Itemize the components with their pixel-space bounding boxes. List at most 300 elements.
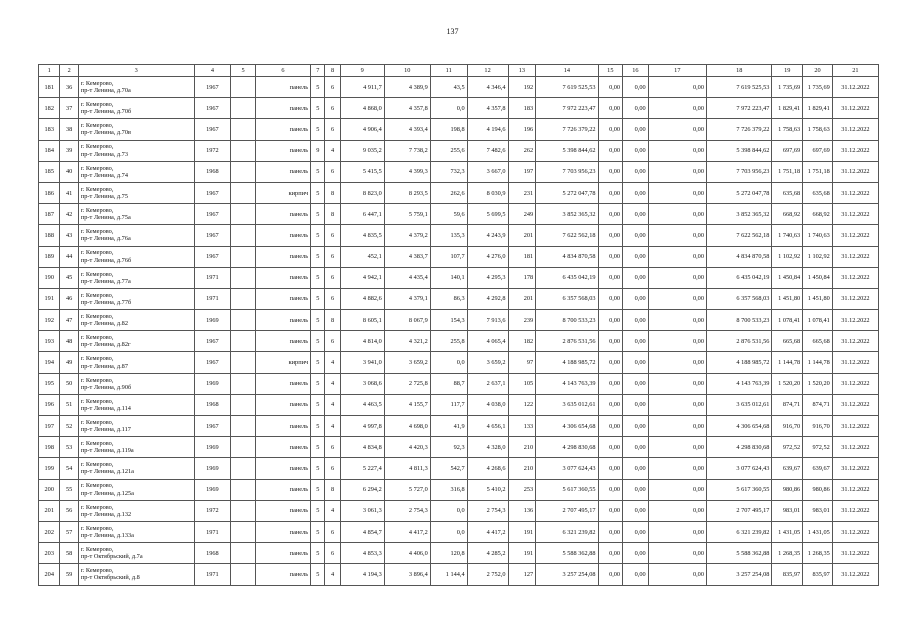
table-cell: панель [255,310,310,331]
table-cell: г. Кемерово, пр-т Ленина, д.70а [78,77,194,98]
table-cell: 3 635 012,61 [536,394,598,415]
table-row [39,310,879,331]
table-cell: 0,00 [598,246,623,267]
table-cell: г. Кемерово, пр-т Ленина, д.70в [78,119,194,140]
table-cell: 4 906,4 [340,119,384,140]
table-cell: 3 667,0 [467,161,508,182]
table-cell: 5 [311,225,325,246]
table-cell: 0,00 [623,373,649,394]
table-cell: 5 398 844,62 [536,140,598,161]
table-cell: 4 417,2 [467,521,508,542]
table-cell: 43,5 [430,77,467,98]
table-cell: 5 727,0 [384,479,430,500]
table-cell: г. Кемерово, пр-т Октябрьский, д.8 [78,564,194,585]
table-cell: 185 [39,161,60,182]
table-cell [231,564,256,585]
table-cell: 5 [311,288,325,309]
table-cell: 0,00 [648,267,706,288]
table-cell: 5 [311,373,325,394]
table-cell: г. Кемерово, пр-т Ленина, д.82 [78,310,194,331]
table-cell: 0,00 [648,479,706,500]
table-cell [231,246,256,267]
table-cell: 4 417,2 [384,521,430,542]
table-cell: 40 [60,161,78,182]
table-cell: 6 [325,331,340,352]
table-cell: 1972 [194,140,231,161]
table-cell: 0,00 [648,373,706,394]
table-cell: 4 698,0 [384,416,430,437]
table-cell: 31.12.2022 [832,140,878,161]
table-cell: г. Кемерово, пр-т Ленина, д.90б [78,373,194,394]
table-cell: 3 068,6 [340,373,384,394]
table-cell: 3 061,3 [340,500,384,521]
table-cell: 178 [508,267,536,288]
table-row [39,543,879,564]
table-cell: 0,00 [598,98,623,119]
table-cell: 54 [60,458,78,479]
table-cell: 31.12.2022 [832,161,878,182]
table-cell: 105 [508,373,536,394]
table-cell: 31.12.2022 [832,394,878,415]
table-cell: 44 [60,246,78,267]
table-row [39,437,879,458]
table-cell: 193 [39,331,60,352]
table-cell: 1969 [194,479,231,500]
table-cell: 120,8 [430,543,467,564]
table-cell: 201 [508,225,536,246]
table-cell: 4 868,0 [340,98,384,119]
table-cell: 1 078,41 [772,310,803,331]
table-row [39,288,879,309]
table-cell: 6 321 239,82 [706,521,771,542]
table-cell: 2 725,8 [384,373,430,394]
table-cell: 8 605,1 [340,310,384,331]
table-cell: панель [255,500,310,521]
table-cell: 0,00 [623,437,649,458]
table-cell: 6 [325,119,340,140]
table-cell: 4 854,7 [340,521,384,542]
table-cell: 4 328,0 [467,437,508,458]
table-cell: 6 [325,77,340,98]
table-cell: 201 [39,500,60,521]
column-header: 12 [467,65,508,77]
table-cell: 1967 [194,331,231,352]
table-cell: 0,00 [598,161,623,182]
table-cell: 697,69 [772,140,803,161]
table-cell: 1 740,63 [772,225,803,246]
table-cell: 41 [60,182,78,203]
table-cell: 181 [39,77,60,98]
table-cell: 187 [39,204,60,225]
table-cell: г. Кемерово, пр-т Ленина, д.77б [78,288,194,309]
column-header: 11 [430,65,467,77]
table-cell: 7 726 379,22 [536,119,598,140]
column-header: 6 [255,65,310,77]
table-cell: 1967 [194,246,231,267]
table-cell: 874,71 [803,394,833,415]
table-cell: 0,00 [648,225,706,246]
table-cell: 5 [311,437,325,458]
table-cell: 5 272 047,78 [706,182,771,203]
table-cell: 1969 [194,458,231,479]
table-cell: 31.12.2022 [832,564,878,585]
table-cell: г. Кемерово, пр-т Ленина, д.70б [78,98,194,119]
table-cell: 191 [508,543,536,564]
table-cell: 6 [325,267,340,288]
table-cell: 5 [311,161,325,182]
table-cell: г. Кемерово, пр-т Ленина, д.119а [78,437,194,458]
table-cell: 0,00 [623,352,649,373]
table-cell: 1 144,4 [430,564,467,585]
table-cell: 31.12.2022 [832,288,878,309]
table-cell: 197 [39,416,60,437]
table-cell: 46 [60,288,78,309]
table-cell: 6 321 239,82 [536,521,598,542]
table-cell: г. Кемерово, пр-т Ленина, д.114 [78,394,194,415]
table-cell: 0,00 [648,564,706,585]
table-cell: 0,00 [648,331,706,352]
table-cell: 5 227,4 [340,458,384,479]
column-header: 18 [706,65,771,77]
table-cell: панель [255,564,310,585]
table-cell: 0,00 [623,182,649,203]
table-cell: 3 659,2 [384,352,430,373]
table-cell: 0,0 [430,98,467,119]
table-cell: 196 [508,119,536,140]
column-header: 14 [536,65,598,77]
table-cell: 0,00 [648,521,706,542]
table-cell: 0,00 [623,310,649,331]
table-cell: 1967 [194,204,231,225]
table-row [39,98,879,119]
table-cell: 1969 [194,373,231,394]
table-cell: 4 298 830,68 [536,437,598,458]
table-row [39,394,879,415]
table-cell: 316,8 [430,479,467,500]
table-cell [231,204,256,225]
table-cell: 0,00 [623,479,649,500]
table-cell: панель [255,119,310,140]
table-cell: 188 [39,225,60,246]
table-cell [231,310,256,331]
table-cell: панель [255,373,310,394]
table-cell: 1 451,80 [803,288,833,309]
table-cell: 0,00 [598,310,623,331]
table-cell: 31.12.2022 [832,331,878,352]
table-cell: 4 420,3 [384,437,430,458]
table-cell: 1 740,63 [803,225,833,246]
table-cell: 4 285,2 [467,543,508,564]
table-row [39,140,879,161]
table-cell: панель [255,225,310,246]
table-cell: 37 [60,98,78,119]
table-cell: 210 [508,458,536,479]
column-header: 8 [325,65,340,77]
table-row [39,119,879,140]
table-cell: 2 876 531,56 [706,331,771,352]
table-row [39,416,879,437]
table-cell: 5 410,2 [467,479,508,500]
table-cell: г. Кемерово, пр-т Ленина, д.132 [78,500,194,521]
table-cell: 186 [39,182,60,203]
table-cell: 190 [39,267,60,288]
table-cell: 4 [325,416,340,437]
table-cell: 5 [311,310,325,331]
table-cell: 4 321,2 [384,331,430,352]
table-cell: 4 835,5 [340,225,384,246]
table-cell: 1 520,20 [803,373,833,394]
table-cell [231,267,256,288]
table-cell: 50 [60,373,78,394]
table-cell [231,394,256,415]
table-cell: 6 357 568,03 [536,288,598,309]
table-cell: 0,00 [648,310,706,331]
table-cell: 48 [60,331,78,352]
table-cell: 1 268,35 [803,543,833,564]
table-cell: 5 [311,331,325,352]
table-cell: 635,68 [772,182,803,203]
table-cell: 4 882,6 [340,288,384,309]
table-cell: 2 754,3 [384,500,430,521]
table-cell: 1967 [194,98,231,119]
table-cell: 5 [311,564,325,585]
table-cell: 0,00 [598,77,623,98]
table-cell: панель [255,246,310,267]
table-cell: 5 [311,182,325,203]
table-cell: 5 272 047,78 [536,182,598,203]
table-cell: 88,7 [430,373,467,394]
table-cell: 8 [325,479,340,500]
table-cell: панель [255,161,310,182]
table-cell: 1 144,78 [772,352,803,373]
table-cell: 55 [60,479,78,500]
table-cell: 191 [508,521,536,542]
table-cell: 200 [39,479,60,500]
column-header: 7 [311,65,325,77]
table-cell: панель [255,288,310,309]
table-cell: 5 588 362,88 [536,543,598,564]
table-cell: 665,68 [772,331,803,352]
table-cell: 8 067,9 [384,310,430,331]
table-cell: 5 699,5 [467,204,508,225]
table-cell: кирпич [255,182,310,203]
table-cell: 3 077 624,43 [706,458,771,479]
table-cell: 4 399,3 [384,161,430,182]
table-cell: 5 415,5 [340,161,384,182]
table-cell: 4 188 985,72 [706,352,771,373]
table-cell: 36 [60,77,78,98]
table-cell: 31.12.2022 [832,182,878,203]
table-cell: 0,00 [623,288,649,309]
column-header: 20 [803,65,833,77]
table-cell: 4 393,4 [384,119,430,140]
table-cell: 199 [39,458,60,479]
table-cell: 5 588 362,88 [706,543,771,564]
table-cell: 4 306 654,68 [706,416,771,437]
table-cell: 122 [508,394,536,415]
table-cell: 8 [325,182,340,203]
table-cell: 107,7 [430,246,467,267]
table-cell: 2 707 495,17 [706,500,771,521]
table-cell: 3 077 624,43 [536,458,598,479]
table-row [39,458,879,479]
table-cell: 5 [311,204,325,225]
table-cell: 47 [60,310,78,331]
table-cell: 639,67 [772,458,803,479]
table-cell: 639,67 [803,458,833,479]
column-header: 16 [623,65,649,77]
table-cell: 192 [508,77,536,98]
table-cell: 0,00 [648,500,706,521]
table-cell: 7 619 525,53 [706,77,771,98]
table-cell: 31.12.2022 [832,246,878,267]
table-cell: 874,71 [772,394,803,415]
table-cell: 4 [325,394,340,415]
table-cell: 1 758,63 [772,119,803,140]
table-cell: 59 [60,564,78,585]
table-cell: 4 811,3 [384,458,430,479]
table-cell: 4 276,0 [467,246,508,267]
table-cell: 8 030,9 [467,182,508,203]
table-cell: 231 [508,182,536,203]
table-cell: 4 065,4 [467,331,508,352]
table-cell: панель [255,98,310,119]
table-cell: 42 [60,204,78,225]
table-cell: 5 617 360,55 [536,479,598,500]
table-cell: 6 [325,521,340,542]
table-cell: 31.12.2022 [832,543,878,564]
table-cell: 198 [39,437,60,458]
table-cell: 5 [311,77,325,98]
table-cell: 4 295,3 [467,267,508,288]
table-cell: г. Кемерово, пр-т Ленина, д.87 [78,352,194,373]
table-cell: 7 622 562,18 [706,225,771,246]
table-cell: 5 [311,543,325,564]
table-cell: 4 357,8 [467,98,508,119]
table-cell: 202 [39,521,60,542]
table-cell: 31.12.2022 [832,437,878,458]
table-cell: 31.12.2022 [832,267,878,288]
table-cell: 4 [325,373,340,394]
table-cell: 182 [508,331,536,352]
table-cell: 1967 [194,182,231,203]
table-cell: 184 [39,140,60,161]
table-cell: 135,3 [430,225,467,246]
table-cell: 0,00 [623,204,649,225]
table-cell: 0,00 [598,119,623,140]
table-cell: 3 896,4 [384,564,430,585]
table-cell: 8 [325,204,340,225]
table-cell: 1 751,18 [803,161,833,182]
table-cell: 1 268,35 [772,543,803,564]
table-cell: 4 [325,352,340,373]
table-cell: 4 383,7 [384,246,430,267]
table-cell: 3 635 012,61 [706,394,771,415]
table-cell: 140,1 [430,267,467,288]
table-cell: 1968 [194,543,231,564]
table-cell: 542,7 [430,458,467,479]
table-cell: 5 [311,98,325,119]
data-table [38,64,879,586]
table-cell [231,352,256,373]
table-cell [231,119,256,140]
table-cell: 127 [508,564,536,585]
table-cell: 9 [311,140,325,161]
table-cell: 983,01 [772,500,803,521]
table-cell: 201 [508,288,536,309]
table-cell: 45 [60,267,78,288]
table-cell [231,140,256,161]
table-cell: 4 268,6 [467,458,508,479]
table-cell [231,288,256,309]
table-cell: 51 [60,394,78,415]
column-header: 4 [194,65,231,77]
table-cell: 1967 [194,77,231,98]
table-row [39,267,879,288]
table-cell: 4 834,8 [340,437,384,458]
table-cell: 4 942,1 [340,267,384,288]
table-cell: 1967 [194,119,231,140]
table-cell: 4 814,0 [340,331,384,352]
table-cell: 3 257 254,08 [536,564,598,585]
table-cell: 1972 [194,500,231,521]
table-cell [231,77,256,98]
table-cell: 181 [508,246,536,267]
table-row [39,564,879,585]
table-cell: 5 [311,394,325,415]
table-row [39,373,879,394]
table-cell: 0,00 [623,119,649,140]
table-cell: 2 752,0 [467,564,508,585]
table-cell: 0,00 [623,225,649,246]
table-row [39,182,879,203]
table-cell: 1 078,41 [803,310,833,331]
table-cell: 31.12.2022 [832,310,878,331]
table-cell: 4 143 763,39 [706,373,771,394]
table-cell: 1 735,69 [803,77,833,98]
table-cell: 0,00 [648,394,706,415]
table-cell: 195 [39,373,60,394]
table-cell: 31.12.2022 [832,373,878,394]
table-cell: 191 [39,288,60,309]
table-cell: г. Кемерово, пр-т Ленина, д.77а [78,267,194,288]
table-cell: 3 941,0 [340,352,384,373]
column-header: 19 [772,65,803,77]
table-cell: 2 637,1 [467,373,508,394]
table-cell [231,479,256,500]
table-cell: 4 292,8 [467,288,508,309]
table-cell: г. Кемерово, пр-т Ленина, д.75а [78,204,194,225]
column-header: 2 [60,65,78,77]
column-header: 3 [78,65,194,77]
column-header: 21 [832,65,878,77]
table-cell: 0,00 [598,373,623,394]
table-cell: 4 379,2 [384,225,430,246]
table-cell: 0,00 [648,182,706,203]
table-cell: 203 [39,543,60,564]
table-cell: 5 759,1 [384,204,430,225]
table-cell: 980,86 [772,479,803,500]
table-cell: 4 243,9 [467,225,508,246]
column-header: 17 [648,65,706,77]
table-cell: панель [255,267,310,288]
table-cell: панель [255,521,310,542]
table-cell: 0,00 [623,267,649,288]
table-row [39,331,879,352]
table-cell: 262 [508,140,536,161]
table-cell: 1 451,80 [772,288,803,309]
table-cell: 6 [325,161,340,182]
